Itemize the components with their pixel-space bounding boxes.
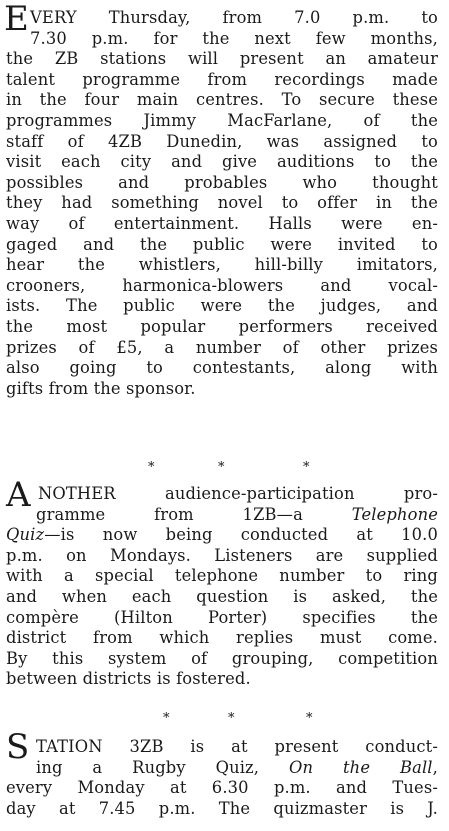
text-line bbox=[6, 505, 438, 526]
text-run: gramme from 1ZB—a bbox=[36, 504, 352, 524]
text-line: every Monday at 6.30 p.m. and Tues- bbox=[6, 778, 438, 798]
section-separator bbox=[0, 710, 449, 728]
paragraph-telephone-quiz bbox=[6, 484, 438, 690]
text-run: , bbox=[432, 757, 438, 777]
text-run: TATION 3ZB is at present conduct- bbox=[36, 737, 438, 756]
text-line bbox=[6, 737, 438, 758]
text-line: prizes of £5, a number of other prizes bbox=[6, 337, 438, 357]
section-separator bbox=[0, 459, 449, 477]
asterisk: * bbox=[163, 711, 170, 726]
program-title: On the Ball bbox=[288, 757, 433, 777]
drop-cap-e: E bbox=[4, 0, 29, 39]
asterisk: * bbox=[303, 460, 310, 475]
text-line: staff of 4ZB Dunedin, was assigned to bbox=[6, 131, 438, 151]
asterisk: * bbox=[306, 711, 313, 726]
text-line: they had something novel to offer in the bbox=[6, 193, 438, 213]
text-line: talent programme from recordings made bbox=[6, 69, 438, 89]
text-line: compère (Hilton Porter) specifies the bbox=[6, 607, 438, 627]
text-line bbox=[6, 484, 438, 505]
text-line: the ZB stations will present an amateur bbox=[6, 49, 438, 69]
asterisk: * bbox=[228, 711, 235, 726]
drop-cap-s: S bbox=[6, 727, 30, 767]
text-run: NOTHER audience-participation pro- bbox=[38, 484, 438, 503]
text-line: day at 7.45 p.m. The quizmaster is J. bbox=[6, 798, 438, 818]
paragraph-talent-programme bbox=[6, 8, 438, 399]
text-line: possibles and probables who thought bbox=[6, 172, 438, 192]
text-line: also going to contestants, along with bbox=[6, 358, 438, 378]
drop-cap-a: A bbox=[6, 475, 31, 515]
program-title: Quiz bbox=[6, 525, 45, 545]
text-line: gifts from the sponsor. bbox=[6, 378, 196, 398]
paragraph-rugby-quiz bbox=[6, 737, 438, 819]
text-run: ing a Rugby Quiz, bbox=[36, 757, 289, 777]
text-line: gaged and the public were invited to bbox=[6, 234, 438, 254]
text-line: By this system of grouping, competition bbox=[6, 648, 438, 668]
text-line: district from which replies must come. bbox=[6, 628, 438, 648]
text-line: hear the whistlers, hill-billy imitators, bbox=[6, 255, 438, 275]
text-line: in the four main centres. To secure these bbox=[6, 90, 438, 110]
text-line: crooners, harmonica-blowers and vocal- bbox=[6, 275, 438, 295]
text-line bbox=[6, 758, 438, 779]
text-line: visit each city and give auditions to the bbox=[6, 152, 438, 172]
text-run: —is now being conducted at 10.0 bbox=[44, 525, 438, 545]
text-line bbox=[6, 525, 438, 546]
text-line: 7.30 p.m. for the next few months, bbox=[30, 28, 438, 48]
program-title: Telephone bbox=[351, 504, 438, 524]
text-line: VERY Thursday, from 7.0 p.m. to bbox=[30, 8, 438, 27]
asterisk: * bbox=[218, 460, 225, 475]
text-line: with a special telephone number to ring bbox=[6, 566, 438, 586]
text-line: the most popular performers received bbox=[6, 316, 438, 336]
text-line: p.m. on Mondays. Listeners are supplied bbox=[6, 545, 438, 565]
text-line: programmes Jimmy MacFarlane, of the bbox=[6, 110, 438, 130]
text-line: and when each question is asked, the bbox=[6, 586, 438, 606]
text-line: way of entertainment. Halls were en- bbox=[6, 213, 438, 233]
text-line: between districts is fostered. bbox=[6, 669, 251, 689]
asterisk: * bbox=[148, 460, 155, 475]
text-line: ists. The public were the judges, and bbox=[6, 296, 438, 316]
